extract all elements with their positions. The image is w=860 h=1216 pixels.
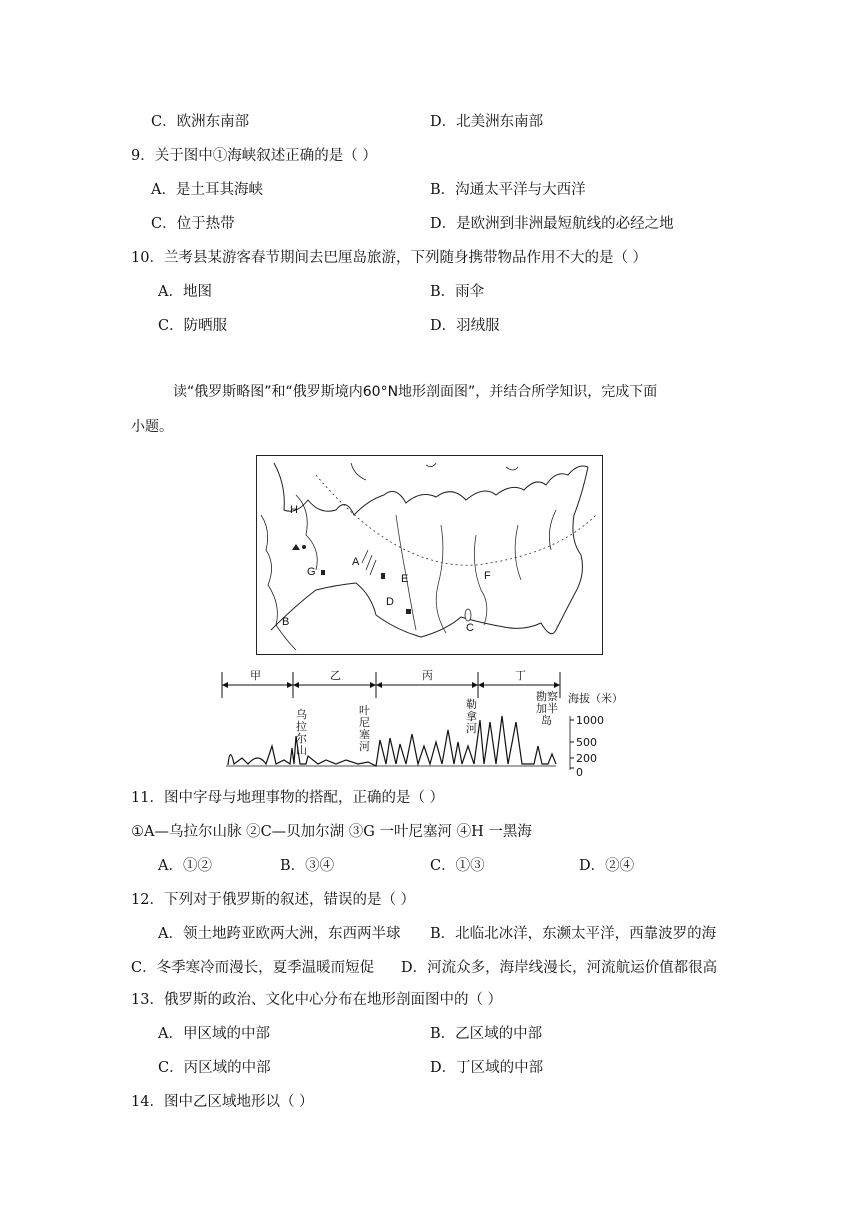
q11-option-d: D．②④	[579, 858, 635, 874]
q13-option-b: B．乙区域的中部	[430, 1026, 543, 1042]
q12-option-a: A．领土地跨亚欧两大洲，东西两半球	[158, 926, 401, 942]
q12-option-c: C．冬季寒冷而漫长，夏季温暖而短促	[131, 960, 375, 976]
svg-text:尼: 尼	[359, 716, 370, 729]
map-label-f: F	[484, 570, 491, 582]
russia-sketch-map	[256, 455, 603, 655]
map-label-g: G	[307, 566, 316, 578]
zone-label-bing: 丙	[422, 669, 433, 682]
q9-option-d: D．是欧洲到非洲最短航线的必经之地	[430, 216, 674, 232]
q11-option-b: B．③④	[280, 858, 335, 874]
tick-200: 200	[576, 752, 597, 765]
q12-option-d: D．河流众多，海岸线漫长，河流航运价值都很高	[401, 960, 718, 976]
svg-text:岛: 岛	[541, 714, 552, 727]
q12-stem: 12．下列对于俄罗斯的叙述，错误的是（ ）	[131, 892, 416, 908]
q11-option-a: A．①②	[158, 858, 212, 874]
svg-text:尔: 尔	[296, 732, 307, 745]
label-kamchatka-peninsula	[536, 689, 558, 727]
q10-option-c: C．防晒服	[158, 318, 228, 334]
tick-0: 0	[576, 766, 583, 779]
reading-intro-line2: 小题。	[131, 419, 173, 435]
map-label-a: A	[352, 556, 360, 568]
tick-1000: 1000	[576, 714, 604, 727]
terrain-profile-60n	[218, 660, 648, 782]
svg-text:乌: 乌	[296, 708, 307, 721]
map-label-b: B	[282, 616, 290, 628]
altitude-axis-title: 海拔（米）	[568, 692, 623, 705]
q10-option-d: D．羽绒服	[430, 318, 500, 334]
q8-option-d: D．北美洲东南部	[430, 114, 544, 130]
svg-text:拿: 拿	[466, 710, 477, 723]
q13-option-a: A．甲区域的中部	[158, 1026, 270, 1042]
svg-text:山: 山	[296, 744, 307, 757]
q10-option-b: B．雨伞	[430, 284, 485, 300]
q9-option-c: C．位于热带	[151, 216, 235, 232]
label-yenisei-river	[359, 703, 370, 753]
svg-text:河: 河	[466, 722, 477, 735]
svg-text:勘察: 勘察	[536, 690, 558, 703]
q8-option-c: C．欧洲东南部	[151, 114, 250, 130]
map-label-h: H	[290, 504, 298, 516]
reading-intro-line1: 读“俄罗斯略图”和“俄罗斯境内60°N地形剖面图”，并结合所学知识，完成下面	[173, 384, 658, 400]
zone-label-ding: 丁	[515, 669, 526, 682]
svg-text:拉: 拉	[296, 720, 307, 733]
svg-text:勒: 勒	[466, 698, 477, 711]
q12-option-b: B．北临北冰洋，东濒太平洋，西靠波罗的海	[430, 926, 717, 942]
q11-option-c: C．①③	[430, 858, 485, 874]
tick-500: 500	[576, 736, 597, 749]
map-label-e: E	[401, 573, 409, 585]
zone-label-jia: 甲	[250, 669, 261, 682]
q13-stem: 13．俄罗斯的政治、文化中心分布在地形剖面图中的（ ）	[131, 992, 503, 1008]
q13-option-d: D．丁区域的中部	[430, 1060, 544, 1076]
q14-stem: 14．图中乙区域地形以（ ）	[131, 1094, 314, 1110]
map-label-c: C	[466, 622, 474, 634]
map-label-d: D	[386, 596, 394, 608]
q10-stem: 10．兰考县某游客春节期间去巴厘岛旅游，下列随身携带物品作用不大的是（ ）	[131, 250, 648, 266]
q13-option-c: C．丙区域的中部	[158, 1060, 271, 1076]
svg-text:塞: 塞	[359, 728, 370, 741]
svg-text:加半: 加半	[536, 702, 558, 715]
q11-items: ①A—乌拉尔山脉 ②C—贝加尔湖 ③G 一叶尼塞河 ④H 一黑海	[131, 824, 532, 840]
label-ural-mountains	[296, 707, 307, 757]
svg-text:叶: 叶	[359, 704, 370, 717]
q9-stem: 9．关于图中①海峡叙述正确的是（ ）	[131, 148, 377, 164]
zone-label-yi: 乙	[330, 669, 341, 682]
q9-option-b: B．沟通太平洋与大西洋	[430, 182, 586, 198]
q11-stem: 11．图中字母与地理事物的搭配，正确的是（ ）	[131, 790, 445, 806]
q10-option-a: A．地图	[158, 284, 212, 300]
q9-option-a: A．是土耳其海峡	[151, 182, 263, 198]
svg-text:河: 河	[359, 740, 370, 753]
label-lena-river	[466, 697, 477, 735]
